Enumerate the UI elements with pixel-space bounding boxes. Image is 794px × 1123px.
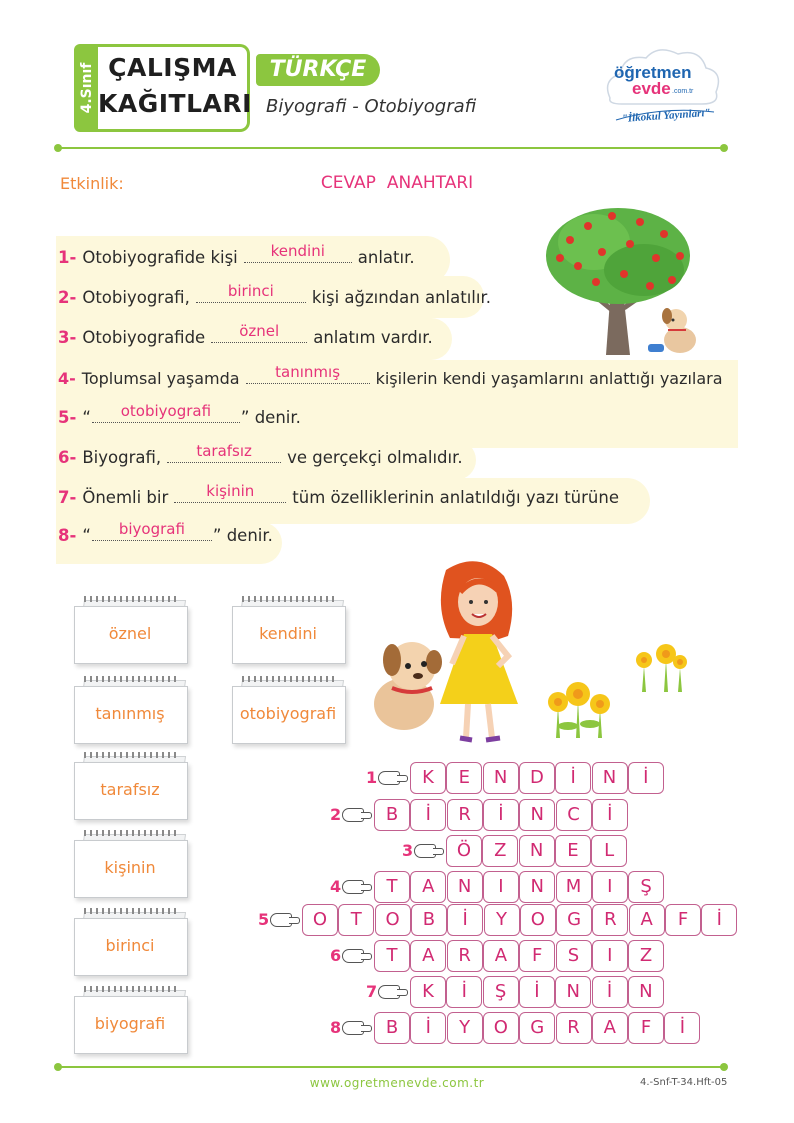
word-card-8: biyografi xyxy=(70,990,186,1052)
puzzle-letter-cell: İ xyxy=(446,976,482,1008)
puzzle-letter-cell: İ xyxy=(592,799,628,831)
puzzle-letter-cell: N xyxy=(592,762,628,794)
puzzle-letter-cell: R xyxy=(592,904,628,936)
pointing-hand-icon xyxy=(270,913,292,927)
pointing-hand-icon xyxy=(342,949,364,963)
answer-key-title xyxy=(0,173,794,193)
question-1: 1- Otobiyografide kişi kendini anlatır. xyxy=(58,242,415,267)
puzzle-letter-cell: B xyxy=(411,904,447,936)
footer-code: 4.-Snf-T-34.Hft-05 xyxy=(640,1077,728,1088)
pointing-hand-icon xyxy=(342,808,364,822)
puzzle-letter-cell: O xyxy=(375,904,411,936)
question-7: 7- Önemli bir kişinin tüm özelliklerinin anlatıldığı yazı türüne xyxy=(58,482,619,507)
answer-blank-4: tanınmış xyxy=(246,369,370,384)
answer-blank-8: biyografi xyxy=(92,526,212,541)
pointing-hand-icon xyxy=(342,880,364,894)
puzzle-letter-cell: İ xyxy=(628,762,664,794)
publisher-logo xyxy=(598,40,728,130)
flowers-icon xyxy=(548,644,687,738)
answer-blank-1: kendini xyxy=(244,248,352,263)
word-card-1: öznel xyxy=(70,600,186,662)
puzzle-letter-cell: I xyxy=(483,871,519,903)
girl-dog-flowers-illustration xyxy=(368,556,698,746)
puzzle-letter-cell: F xyxy=(665,904,701,936)
puzzle-letter-cell: G xyxy=(519,1012,555,1044)
word-card-2: kendini xyxy=(228,600,344,662)
puzzle-letter-cell: E xyxy=(446,762,482,794)
puzzle-letter-cell: İ xyxy=(555,762,591,794)
puzzle-row-number: 6 xyxy=(330,946,342,965)
question-2: 2- Otobiyografi, birinci kişi ağzından anlatılır. xyxy=(58,282,491,307)
word-card-6: kişinin xyxy=(70,834,186,896)
subject-badge: TÜRKÇE xyxy=(256,54,380,86)
puzzle-letter-cell: Ö xyxy=(446,835,482,867)
logo-suffix: .com.tr xyxy=(672,88,694,95)
puzzle-letter-cell: A xyxy=(629,904,665,936)
puzzle-letter-cell: N xyxy=(483,762,519,794)
question-4: 4- Toplumsal yaşamda tanınmış kişilerin kendi yaşamlarını anlattığı yazılara xyxy=(58,363,723,388)
puzzle-letter-cell: K xyxy=(410,762,446,794)
logo-word-2: evde xyxy=(632,79,671,98)
puzzle-row-number: 3 xyxy=(402,841,414,860)
puzzle-letter-cell: G xyxy=(556,904,592,936)
puzzle-letter-cell: N xyxy=(447,871,483,903)
puzzle-letter-cell: S xyxy=(556,940,592,972)
puzzle-letter-cell: T xyxy=(374,871,410,903)
puzzle-letter-cell: Ş xyxy=(483,976,519,1008)
puzzle-letter-cell: N xyxy=(519,799,555,831)
puzzle-letter-cell: B xyxy=(374,1012,410,1044)
puzzle-letter-cell: Z xyxy=(482,835,518,867)
puzzle-letter-cell: N xyxy=(628,976,664,1008)
activity-label: Etkinlik: xyxy=(60,174,124,193)
puzzle-row-number: 2 xyxy=(330,805,342,824)
dog-icon xyxy=(374,642,442,730)
puzzle-letter-cell: Y xyxy=(447,1012,483,1044)
puzzle-letter-cell: I xyxy=(592,871,628,903)
puzzle-letter-cell: K xyxy=(410,976,446,1008)
puzzle-letter-cell: R xyxy=(447,940,483,972)
puzzle-row-number: 4 xyxy=(330,877,342,896)
pointing-hand-icon xyxy=(342,1021,364,1035)
puzzle-letter-cell: R xyxy=(556,1012,592,1044)
small-dog-icon xyxy=(648,308,696,353)
puzzle-letter-cell: A xyxy=(483,940,519,972)
title-line-2: KAĞITLARI xyxy=(98,89,252,118)
grade-badge: 4.Sınıf xyxy=(74,44,100,132)
logo-tagline: "İlkokul Yayınları" xyxy=(621,106,711,125)
puzzle-letter-cell: I xyxy=(592,940,628,972)
puzzle-letter-cell: E xyxy=(555,835,591,867)
puzzle-row-number: 1 xyxy=(366,768,378,787)
question-6: 6- Biyografi, tarafsız ve gerçekçi olmalıdır. xyxy=(58,442,463,467)
topic-title: Biyografi - Otobiyografi xyxy=(266,96,477,117)
puzzle-letter-cell: A xyxy=(410,940,446,972)
puzzle-letter-cell: T xyxy=(338,904,374,936)
puzzle-letter-cell: T xyxy=(374,940,410,972)
answer-blank-3: öznel xyxy=(211,328,307,343)
puzzle-letter-cell: C xyxy=(556,799,592,831)
puzzle-letter-cell: İ xyxy=(410,1012,446,1044)
puzzle-letter-cell: M xyxy=(556,871,592,903)
answer-blank-5: otobiyografi xyxy=(92,408,240,423)
answer-blank-2: birinci xyxy=(196,288,306,303)
apple-tree-illustration xyxy=(540,200,700,360)
puzzle-letter-cell: O xyxy=(302,904,338,936)
pointing-hand-icon xyxy=(378,771,400,785)
puzzle-letter-cell: L xyxy=(591,835,627,867)
puzzle-letter-cell: Z xyxy=(628,940,664,972)
puzzle-letter-cell: İ xyxy=(483,799,519,831)
puzzle-letter-cell: A xyxy=(410,871,446,903)
puzzle-letter-cell: F xyxy=(519,940,555,972)
puzzle-letter-cell: İ xyxy=(592,976,628,1008)
answer-key-word-2: ANAHTARI xyxy=(386,173,474,193)
pointing-hand-icon xyxy=(414,844,436,858)
puzzle-letter-cell: N xyxy=(519,835,555,867)
answer-blank-6: tarafsız xyxy=(167,448,281,463)
puzzle-letter-cell: N xyxy=(519,871,555,903)
puzzle-letter-cell: D xyxy=(519,762,555,794)
word-card-5: tarafsız xyxy=(70,756,186,818)
puzzle-letter-cell: B xyxy=(374,799,410,831)
footer-website[interactable]: www.ogretmenevde.com.tr xyxy=(309,1076,485,1090)
puzzle-letter-cell: İ xyxy=(701,904,737,936)
puzzle-letter-cell: R xyxy=(447,799,483,831)
title-line-1: ÇALIŞMA xyxy=(108,53,237,82)
puzzle-letter-cell: O xyxy=(520,904,556,936)
word-card-4: otobiyografi xyxy=(228,680,344,742)
puzzle-letter-cell: İ xyxy=(447,904,483,936)
puzzle-letter-cell: O xyxy=(483,1012,519,1044)
question-3: 3- Otobiyografide öznel anlatım vardır. xyxy=(58,322,433,347)
puzzle-letter-cell: N xyxy=(555,976,591,1008)
puzzle-letter-cell: İ xyxy=(664,1012,700,1044)
puzzle-letter-cell: A xyxy=(592,1012,628,1044)
header-divider xyxy=(58,147,724,149)
footer-divider xyxy=(58,1066,724,1068)
question-5: 5- “ otobiyografi ” denir. xyxy=(58,402,301,427)
puzzle-letter-cell: Ş xyxy=(628,871,664,903)
answer-key-word-1: CEVAP xyxy=(320,173,376,193)
puzzle-letter-cell: İ xyxy=(519,976,555,1008)
logo-word-1: öğretmen xyxy=(614,63,692,82)
puzzle-letter-cell: F xyxy=(628,1012,664,1044)
word-card-3: tanınmış xyxy=(70,680,186,742)
puzzle-letter-cell: Y xyxy=(484,904,520,936)
answer-blank-7: kişinin xyxy=(174,488,286,503)
pointing-hand-icon xyxy=(378,985,400,999)
question-8: 8- “ biyografi ” denir. xyxy=(58,520,273,545)
puzzle-row-number: 7 xyxy=(366,982,378,1001)
word-card-7: birinci xyxy=(70,912,186,974)
girl-icon xyxy=(440,561,518,740)
puzzle-letter-cell: İ xyxy=(410,799,446,831)
worksheet-title xyxy=(98,44,250,132)
puzzle-row-number: 8 xyxy=(330,1018,342,1037)
puzzle-row-number: 5 xyxy=(258,910,270,929)
